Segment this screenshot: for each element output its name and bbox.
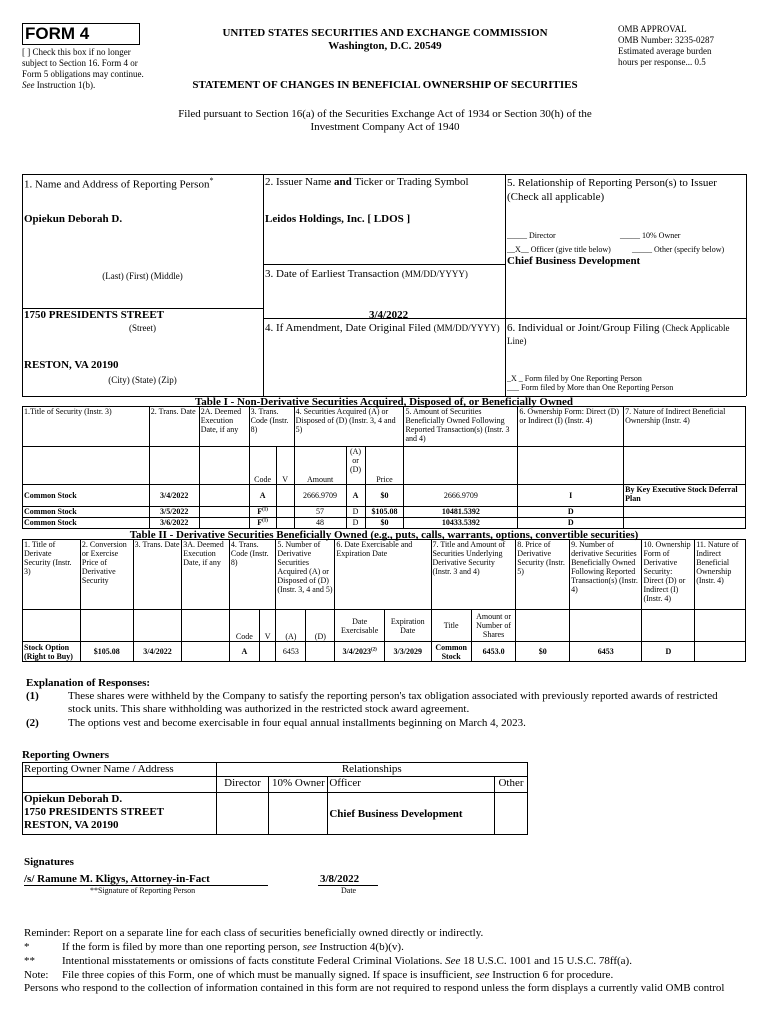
t1-header-date: 2. Trans. Date: [149, 407, 199, 447]
t2-header-underlying: 7. Title and Amount of Securities Underlying Derivative Security (Instr. 3 and 4): [431, 540, 516, 610]
t2-header-title: 1. Title of Derivate Security (Instr. 3): [23, 540, 81, 610]
t1-sub-code: Code: [249, 447, 276, 485]
t2-sub-date-exercisable: Date Exercisable: [335, 610, 385, 642]
owners-col-other: Other: [494, 777, 527, 793]
name-caption: (Last) (First) (Middle): [102, 271, 183, 281]
table-row: Common Stock 3/5/2022 $F^{(1)}$ 57 D $105.08 10481.5392 D: [23, 507, 746, 518]
table-row: Common Stock 3/4/2022 A 2666.9709 A $0 2666.9709 I By Key Executive Stock Deferral Plan: [23, 485, 746, 507]
reporting-owners-table: [22, 762, 528, 835]
reporting-person-name: Opiekun Deborah D.: [24, 213, 123, 225]
owners-col-relationships: Relationships: [216, 763, 527, 777]
box1-label: 1. Name and Address of Reporting Person*: [24, 176, 214, 191]
officer-checkbox[interactable]: __X__ Officer (give title below): [507, 245, 611, 254]
form-title: FORM 4: [22, 23, 140, 45]
t2-header-form: 10. Ownership Form of Derivative Security: Direct (D) or Indirect (I) (Instr. 4): [642, 540, 695, 610]
t2-sub-title: Title: [431, 610, 471, 642]
reminder-note-text: File three copies of this Form, one of which must be manually signed. If space is insufficient, see Instruction 6 for procedure.: [62, 969, 614, 981]
issuer-name: Leidos Holdings, Inc. [ LDOS ]: [265, 213, 411, 225]
t2-header-deemed: 3A. Deemed Execution Date, if any: [182, 540, 230, 610]
reminder-double-star-text: Intentional misstatements or omissions of facts constitute Federal Criminal Violations. See 18 U.S.C. 1001 and 15 U.S.C. 78ff(a).: [62, 955, 632, 967]
t2-header-conversion: 2. Conversion or Exercise Price of Derivative Security: [80, 540, 133, 610]
reminder-star-text: If the form is filed by more than one reporting person, see Instruction 4(b)(v).: [62, 941, 404, 953]
t2-sub-v: V: [259, 610, 276, 642]
date-caption: Date: [341, 886, 357, 895]
omb-approval-box: OMB APPROVAL OMB Number: 3235-0287 Estimated average burden hours per response... 0.5: [618, 24, 714, 67]
signature: /s/ Ramune M. Kligys, Attorney-in-Fact: [24, 873, 210, 885]
reporting-owners-heading: Reporting Owners: [22, 749, 110, 761]
t2-header-nature: 11. Nature of Indirect Beneficial Ownership (Instr. 4): [695, 540, 746, 610]
table-row: Stock Option (Right to Buy) $105.08 3/4/2022 A 6453 3/4/2023$^{(2)}$ 3/3/2029 Common Stock 6453.0 $0 6453 D: [23, 642, 746, 662]
signatures-heading: Signatures: [24, 856, 74, 868]
explanation-heading: Explanation of Responses:: [26, 677, 151, 689]
box4-label: 4. If Amendment, Date Original Filed (MM/DD/YYYY): [265, 322, 500, 334]
t2-sub-code: Code: [229, 610, 259, 642]
t1-header-nature: 7. Nature of Indirect Beneficial Ownership (Instr. 4): [624, 407, 746, 447]
box6-label: 6. Individual or Joint/Group Filing (Check Applicable Line): [507, 322, 730, 346]
t1-header-deemed: 2A. Deemed Execution Date, if any: [199, 407, 249, 447]
filing-option-multiple[interactable]: ___ Form filed by More than One Reporting Person: [507, 383, 674, 392]
owners-col-officer: Officer: [328, 777, 495, 793]
filing-option-one[interactable]: _X _ Form filed by One Reporting Person: [507, 374, 642, 383]
t2-header-date: 3. Trans. Date: [133, 540, 182, 610]
t2-sub-a: (A): [276, 610, 306, 642]
box3-label: 3. Date of Earliest Transaction (MM/DD/YYYY): [265, 268, 468, 280]
owners-col-name: Reporting Owner Name / Address: [23, 763, 217, 777]
t1-header-owned: 5. Amount of Securities Beneficially Owned Following Reported Transaction(s) (Instr. 3 and 4): [404, 407, 518, 447]
t1-header-title: 1.Title of Security (Instr. 3): [23, 407, 150, 447]
owners-col-director: Director: [216, 777, 269, 793]
t1-sub-amount: Amount: [294, 447, 346, 485]
reminder-note-marker: Note:: [24, 969, 49, 981]
other-checkbox[interactable]: _____ Other (specify below): [632, 245, 725, 254]
t2-header-code: 4. Trans. Code (Instr. 8): [229, 540, 276, 610]
table-row: Opiekun Deborah D. 1750 PRESIDENTS STREET RESTON, VA 20190 Chief Business Development: [23, 793, 528, 835]
box5-label: 5. Relationship of Reporting Person(s) to Issuer (Check all applicable): [507, 177, 717, 203]
t1-sub-price: Price: [365, 447, 404, 485]
owners-col-ten-percent: 10% Owner: [269, 777, 328, 793]
reporting-person-street: 1750 PRESIDENTS STREET: [24, 309, 164, 321]
earliest-transaction-date: 3/4/2022: [369, 309, 409, 321]
t1-sub-aord: (A) or (D): [346, 447, 365, 485]
table1-title: Table I - Non-Derivative Securities Acquired, Disposed of, or Beneficially Owned: [194, 396, 574, 408]
signature-caption: **Signature of Reporting Person: [90, 886, 196, 895]
reminder-line: Reminder: Report on a separate line for each class of securities beneficially owned directly or indirectly.: [24, 927, 484, 939]
table2-title: Table II - Derivative Securities Beneficially Owned (e.g., puts, calls, warrants, options, convertible securities): [129, 529, 639, 541]
t2-sub-amount: Amount or Number of Shares: [471, 610, 515, 642]
no-longer-subject-checkbox-text[interactable]: [ ] Check this box if no longer subject to Section 16. Form 4 or Form 5 obligations may continue. See Instruction 1(b).: [22, 47, 144, 90]
reminder-double-star-marker: **: [24, 955, 35, 967]
reporting-person-city: RESTON, VA 20190: [24, 359, 119, 371]
t2-sub-d: (D): [306, 610, 335, 642]
filed-pursuant-text: Filed pursuant to Section 16(a) of the Securities Exchange Act of 1934 or Section 30(h) of the Investment Company Act of 1940: [178, 108, 592, 133]
t1-header-code: 3. Trans. Code (Instr. 8): [249, 407, 294, 447]
reminder-star-marker: *: [24, 941, 30, 953]
t2-header-exercisable: 6. Date Exercisable and Expiration Date: [335, 540, 431, 610]
signature-date: 3/8/2022: [320, 873, 360, 885]
t2-header-price: 8. Price of Derivative Security (Instr. 5): [516, 540, 570, 610]
footnote-1-marker: (1): [26, 690, 39, 702]
table2: [22, 539, 746, 662]
officer-title: Chief Business Development: [507, 255, 641, 267]
footnote-1-text: These shares were withheld by the Company to satisfy the reporting person's tax obligation associated with previously reported awards of restricted stock units. This share withholding was authorized in the restricted stock award agreement.: [68, 690, 718, 715]
table1: [22, 406, 746, 529]
city-caption: (City) (State) (Zip): [108, 375, 177, 385]
t1-sub-v: V: [276, 447, 294, 485]
table-row: Common Stock 3/6/2022 $F^{(1)}$ 48 D $0 10433.5392 D: [23, 518, 746, 529]
omb-control-notice: Persons who respond to the collection of information contained in this form are not required to respond unless the form displays a currently valid OMB control: [24, 982, 725, 994]
t1-header-acquired: 4. Securities Acquired (A) or Disposed of (D) (Instr. 3, 4 and 5): [294, 407, 404, 447]
street-caption: (Street): [129, 323, 156, 333]
t2-header-owned: 9. Number of derivative Securities Beneficially Owned Following Reported Transaction(s) (Instr. 4): [570, 540, 642, 610]
footnote-2-text: The options vest and become exercisable in four equal annual installments beginning on March 4, 2023.: [68, 717, 526, 729]
footnote-2-marker: (2): [26, 717, 39, 729]
agency-heading: UNITED STATES SECURITIES AND EXCHANGE COMMISSION Washington, D.C. 20549: [222, 27, 548, 52]
ten-percent-owner-checkbox[interactable]: _____ 10% Owner: [620, 231, 681, 240]
t1-header-form: 6. Ownership Form: Direct (D) or Indirect (I) (Instr. 4): [518, 407, 624, 447]
director-checkbox[interactable]: _____ Director: [507, 231, 556, 240]
statement-title: STATEMENT OF CHANGES IN BENEFICIAL OWNERSHIP OF SECURITIES: [192, 79, 578, 91]
t2-header-number: 5. Number of Derivative Securities Acquired (A) or Disposed of (D) (Instr. 3, 4 and 5): [276, 540, 335, 610]
t2-sub-expiration: Expiration Date: [384, 610, 431, 642]
box2-label: 2. Issuer Name and Ticker or Trading Symbol: [265, 176, 469, 188]
